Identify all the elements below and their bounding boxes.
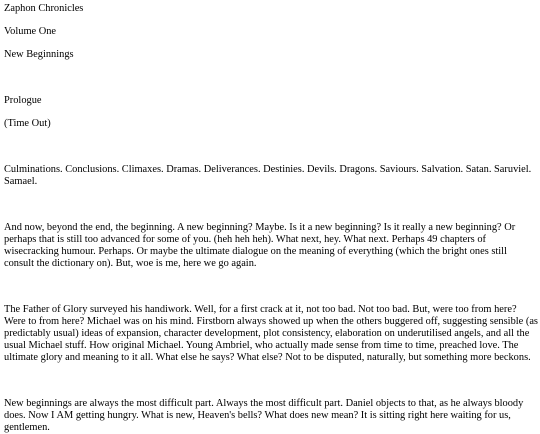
volume-label: Volume One — [4, 26, 57, 37]
section-heading: Prologue — [4, 95, 42, 106]
paragraph: New beginnings are always the most difficult part. Always the most difficult part. Daniel objects to that, as he always bloody does. Now I AM getting hungry. What is new, Heaven's bells? What does new mean? It is sitting right here waiting for us, gentlemen. — [4, 398, 524, 433]
paragraph: The Father of Glory surveyed his handiwork. Well, for a first crack at it, not too bad. Not too bad. But, were too from here? Were to from here? Michael was on his mind. Firstborn always showed up when the others buggered off, suggesting sensible (as predictably usual) ideas of expansion, character development, plot consistency, elaboration on underutilised angels, and all the usual Michael stuff. How original Michael. Young Ambriel, who actually made sense from time to time, preached love. The ultimate glory and meaning to it all. What else he says? What else? Not to be disputed, naturally, but something more beckons. — [4, 304, 538, 363]
paragraph: Culminations. Conclusions. Climaxes. Dramas. Deliverances. Destinies. Devils. Dragons. Saviours. Salvation. Satan. Saruviel. Samael. — [4, 164, 532, 187]
section-note: (Time Out) — [4, 118, 51, 129]
paragraph: And now, beyond the end, the beginning. A new beginning? Maybe. Is it a new beginning? Is it really a new beginning? Or perhaps that is still too advanced for some of you. (heh heh heh). What next, hey. What next. Perhaps 49 chapters of wisecracking humour. Perhaps. Or maybe the ultimate dialogue on the meaning of everything (which the bright ones still consult the dictionary on). But, woe is me, here we go again. — [4, 222, 516, 269]
document-title: Zaphon Chronicles — [4, 3, 84, 14]
volume-subtitle: New Beginnings — [4, 49, 74, 60]
document-body — [4, 3, 538, 434]
